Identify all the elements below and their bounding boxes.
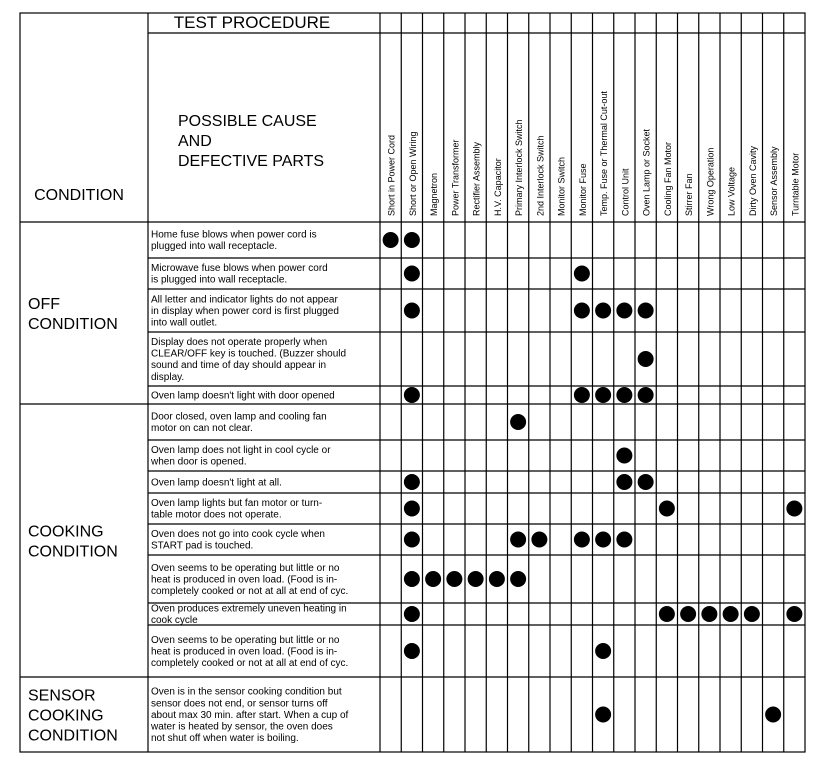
symptom-text: sound and time of day should appear in [151, 360, 327, 372]
check-mark [510, 571, 526, 587]
symptom-text: Oven lamp doesn't light with door opened [151, 390, 335, 402]
symptom-description [151, 529, 325, 552]
check-mark [765, 707, 781, 723]
check-mark [595, 387, 611, 403]
check-mark [701, 606, 717, 622]
part-header: Monitor Switch [556, 156, 567, 216]
symptom-text: into wall outlet. [151, 317, 218, 329]
symptom-description [151, 477, 282, 488]
check-mark [616, 303, 632, 319]
symptom-description [151, 337, 346, 383]
table-grid [20, 13, 805, 752]
check-mark [404, 303, 420, 319]
part-header: Sensor Assembly [769, 146, 780, 216]
symptom-text: motor on can not clear. [151, 423, 253, 435]
symptom-text: sensor does not end, or sensor turns off [151, 698, 328, 710]
condition-group-label: COOKING [28, 523, 104, 541]
check-mark [595, 303, 611, 319]
condition-group-label: OFF [28, 296, 60, 313]
part-header: Control Unit [620, 168, 631, 216]
part-header: Dirty Oven Cavity [747, 145, 758, 216]
symptom-description [151, 294, 339, 328]
part-header: Short in Power Cord [386, 134, 397, 216]
check-mark [574, 387, 590, 403]
check-mark [744, 606, 760, 622]
check-mark [595, 707, 611, 723]
part-header: 2nd Interlock Switch [535, 135, 546, 216]
defective-parts-headers [387, 91, 801, 216]
condition-group-label: CONDITION [28, 543, 118, 561]
symptom-description [151, 263, 328, 286]
check-mark [638, 351, 654, 367]
symptom-description [151, 498, 322, 521]
check-mark [446, 571, 462, 587]
part-header: H.V. Capacitor [492, 158, 503, 216]
condition-group-label: SENSOR [28, 687, 96, 705]
check-mark [638, 303, 654, 319]
symptom-text: about max 30 min. after start. When a cup of [151, 709, 349, 721]
symptom-text: not shut off when water is boiling. [151, 733, 299, 745]
part-header: Turntable Motor [790, 152, 801, 216]
part-header: Temp. Fuse or Thermal Cut-out [599, 91, 610, 216]
symptom-text: Home fuse blows when power cord is [151, 229, 317, 241]
check-mark [383, 232, 399, 248]
condition-group-label: COOKING [28, 707, 104, 725]
symptom-description [151, 390, 335, 401]
check-mark [616, 532, 632, 548]
possible-cause-line: POSSIBLE CAUSE [178, 113, 317, 130]
possible-cause-line: DEFECTIVE PARTS [178, 153, 325, 170]
check-mark [468, 571, 484, 587]
check-mark [659, 501, 675, 517]
symptom-text: Oven produces extremely uneven heating in [151, 603, 347, 615]
symptom-description [151, 412, 327, 435]
check-mark [638, 474, 654, 490]
symptom-text: Oven lamp does not light in cool cycle or [151, 445, 331, 457]
check-mark [531, 532, 547, 548]
check-mark [404, 501, 420, 517]
check-mark [616, 448, 632, 464]
symptom-text: All letter and indicator lights do not appear [151, 294, 338, 306]
check-mark [786, 501, 802, 517]
part-header: Cooling Fan Motor [662, 141, 673, 216]
check-mark [404, 571, 420, 587]
symptom-text: Oven is in the sensor cooking condition but [151, 686, 342, 698]
part-header: Monitor Fuse [577, 163, 588, 216]
symptom-text: display. [151, 371, 185, 383]
symptom-text: heat is produced in oven load. (Food is in- [151, 646, 338, 658]
symptom-text: cook cycle [151, 615, 198, 627]
check-mark [595, 643, 611, 659]
symptom-text: Door closed, oven lamp and cooling fan [151, 411, 327, 423]
symptom-description [150, 687, 349, 744]
condition-group-label: CONDITION [28, 316, 118, 333]
check-mark [638, 387, 654, 403]
table-frame [20, 13, 805, 752]
check-mark [723, 606, 739, 622]
check-mark [659, 606, 675, 622]
check-mark [404, 266, 420, 282]
check-mark [786, 606, 802, 622]
part-header: Stirrer Fan [684, 173, 695, 216]
check-mark [574, 532, 590, 548]
check-mark [425, 571, 441, 587]
part-header: Rectifier Assembly [471, 141, 482, 216]
check-mark [404, 532, 420, 548]
check-mark [404, 387, 420, 403]
test-procedure-title: TEST PROCEDURE [173, 13, 331, 32]
part-header: Wrong Operation [705, 147, 716, 216]
symptom-text: Oven seems to be operating but little or no [151, 562, 340, 574]
check-mark [404, 606, 420, 622]
symptom-text: START pad is touched. [151, 540, 254, 552]
symptom-text: water is heated by sensor, the oven does [151, 721, 333, 733]
symptom-text: in display when power cord is first plugged [151, 305, 339, 317]
symptom-text: plugged into wall receptacle. [151, 241, 278, 253]
check-mark [489, 571, 505, 587]
check-mark [574, 303, 590, 319]
part-header: Primary Interlock Switch [514, 119, 525, 216]
possible-cause-title [178, 113, 324, 170]
part-header: Oven Lamp or Socket [641, 128, 652, 216]
symptom-description [151, 230, 317, 253]
part-header: Short or Open Wiring [407, 131, 418, 216]
part-header: Low Voltage [726, 166, 737, 216]
check-mark [404, 232, 420, 248]
symptom-description [151, 604, 347, 627]
check-mark [404, 474, 420, 490]
check-mark [616, 474, 632, 490]
symptom-text: CLEAR/OFF key is touched. (Buzzer should [151, 348, 347, 360]
check-mark [404, 643, 420, 659]
symptom-text: heat is produced in oven load. (Food is in- [151, 574, 338, 586]
check-mark [574, 266, 590, 282]
part-header: Magnetron [429, 172, 440, 216]
symptom-text: table motor does not operate. [151, 509, 282, 521]
check-mark [616, 387, 632, 403]
part-header: Power Transformer [450, 139, 461, 216]
symptom-description [151, 635, 348, 669]
condition-group-label: CONDITION [28, 727, 118, 745]
table-header [34, 13, 800, 216]
symptom-description [151, 563, 348, 597]
symptom-text: Oven lamp doesn't light at all. [151, 477, 282, 489]
condition-column-title: CONDITION [34, 187, 124, 204]
symptom-text: Oven seems to be operating but little or no [151, 634, 340, 646]
check-mark [510, 532, 526, 548]
symptom-text: Microwave fuse blows when power cord [151, 263, 328, 275]
symptom-text: Display does not operate properly when [151, 337, 328, 348]
symptom-text: when door is opened. [151, 456, 247, 468]
symptom-description [150, 445, 331, 468]
check-mark [680, 606, 696, 622]
check-mark [510, 414, 526, 430]
check-mark [595, 532, 611, 548]
symptom-text: is plugged into wall receptacle. [151, 274, 288, 286]
possible-cause-line: AND [178, 133, 212, 150]
symptom-text: completely cooked or not at all at end of cyc. [151, 658, 349, 669]
symptom-text: Oven does not go into cook cycle when [151, 529, 325, 541]
symptom-text: completely cooked or not at all at end of cyc. [151, 586, 349, 597]
symptom-rows [150, 230, 349, 745]
symptom-text: Oven lamp lights but fan motor or turn- [151, 498, 323, 510]
